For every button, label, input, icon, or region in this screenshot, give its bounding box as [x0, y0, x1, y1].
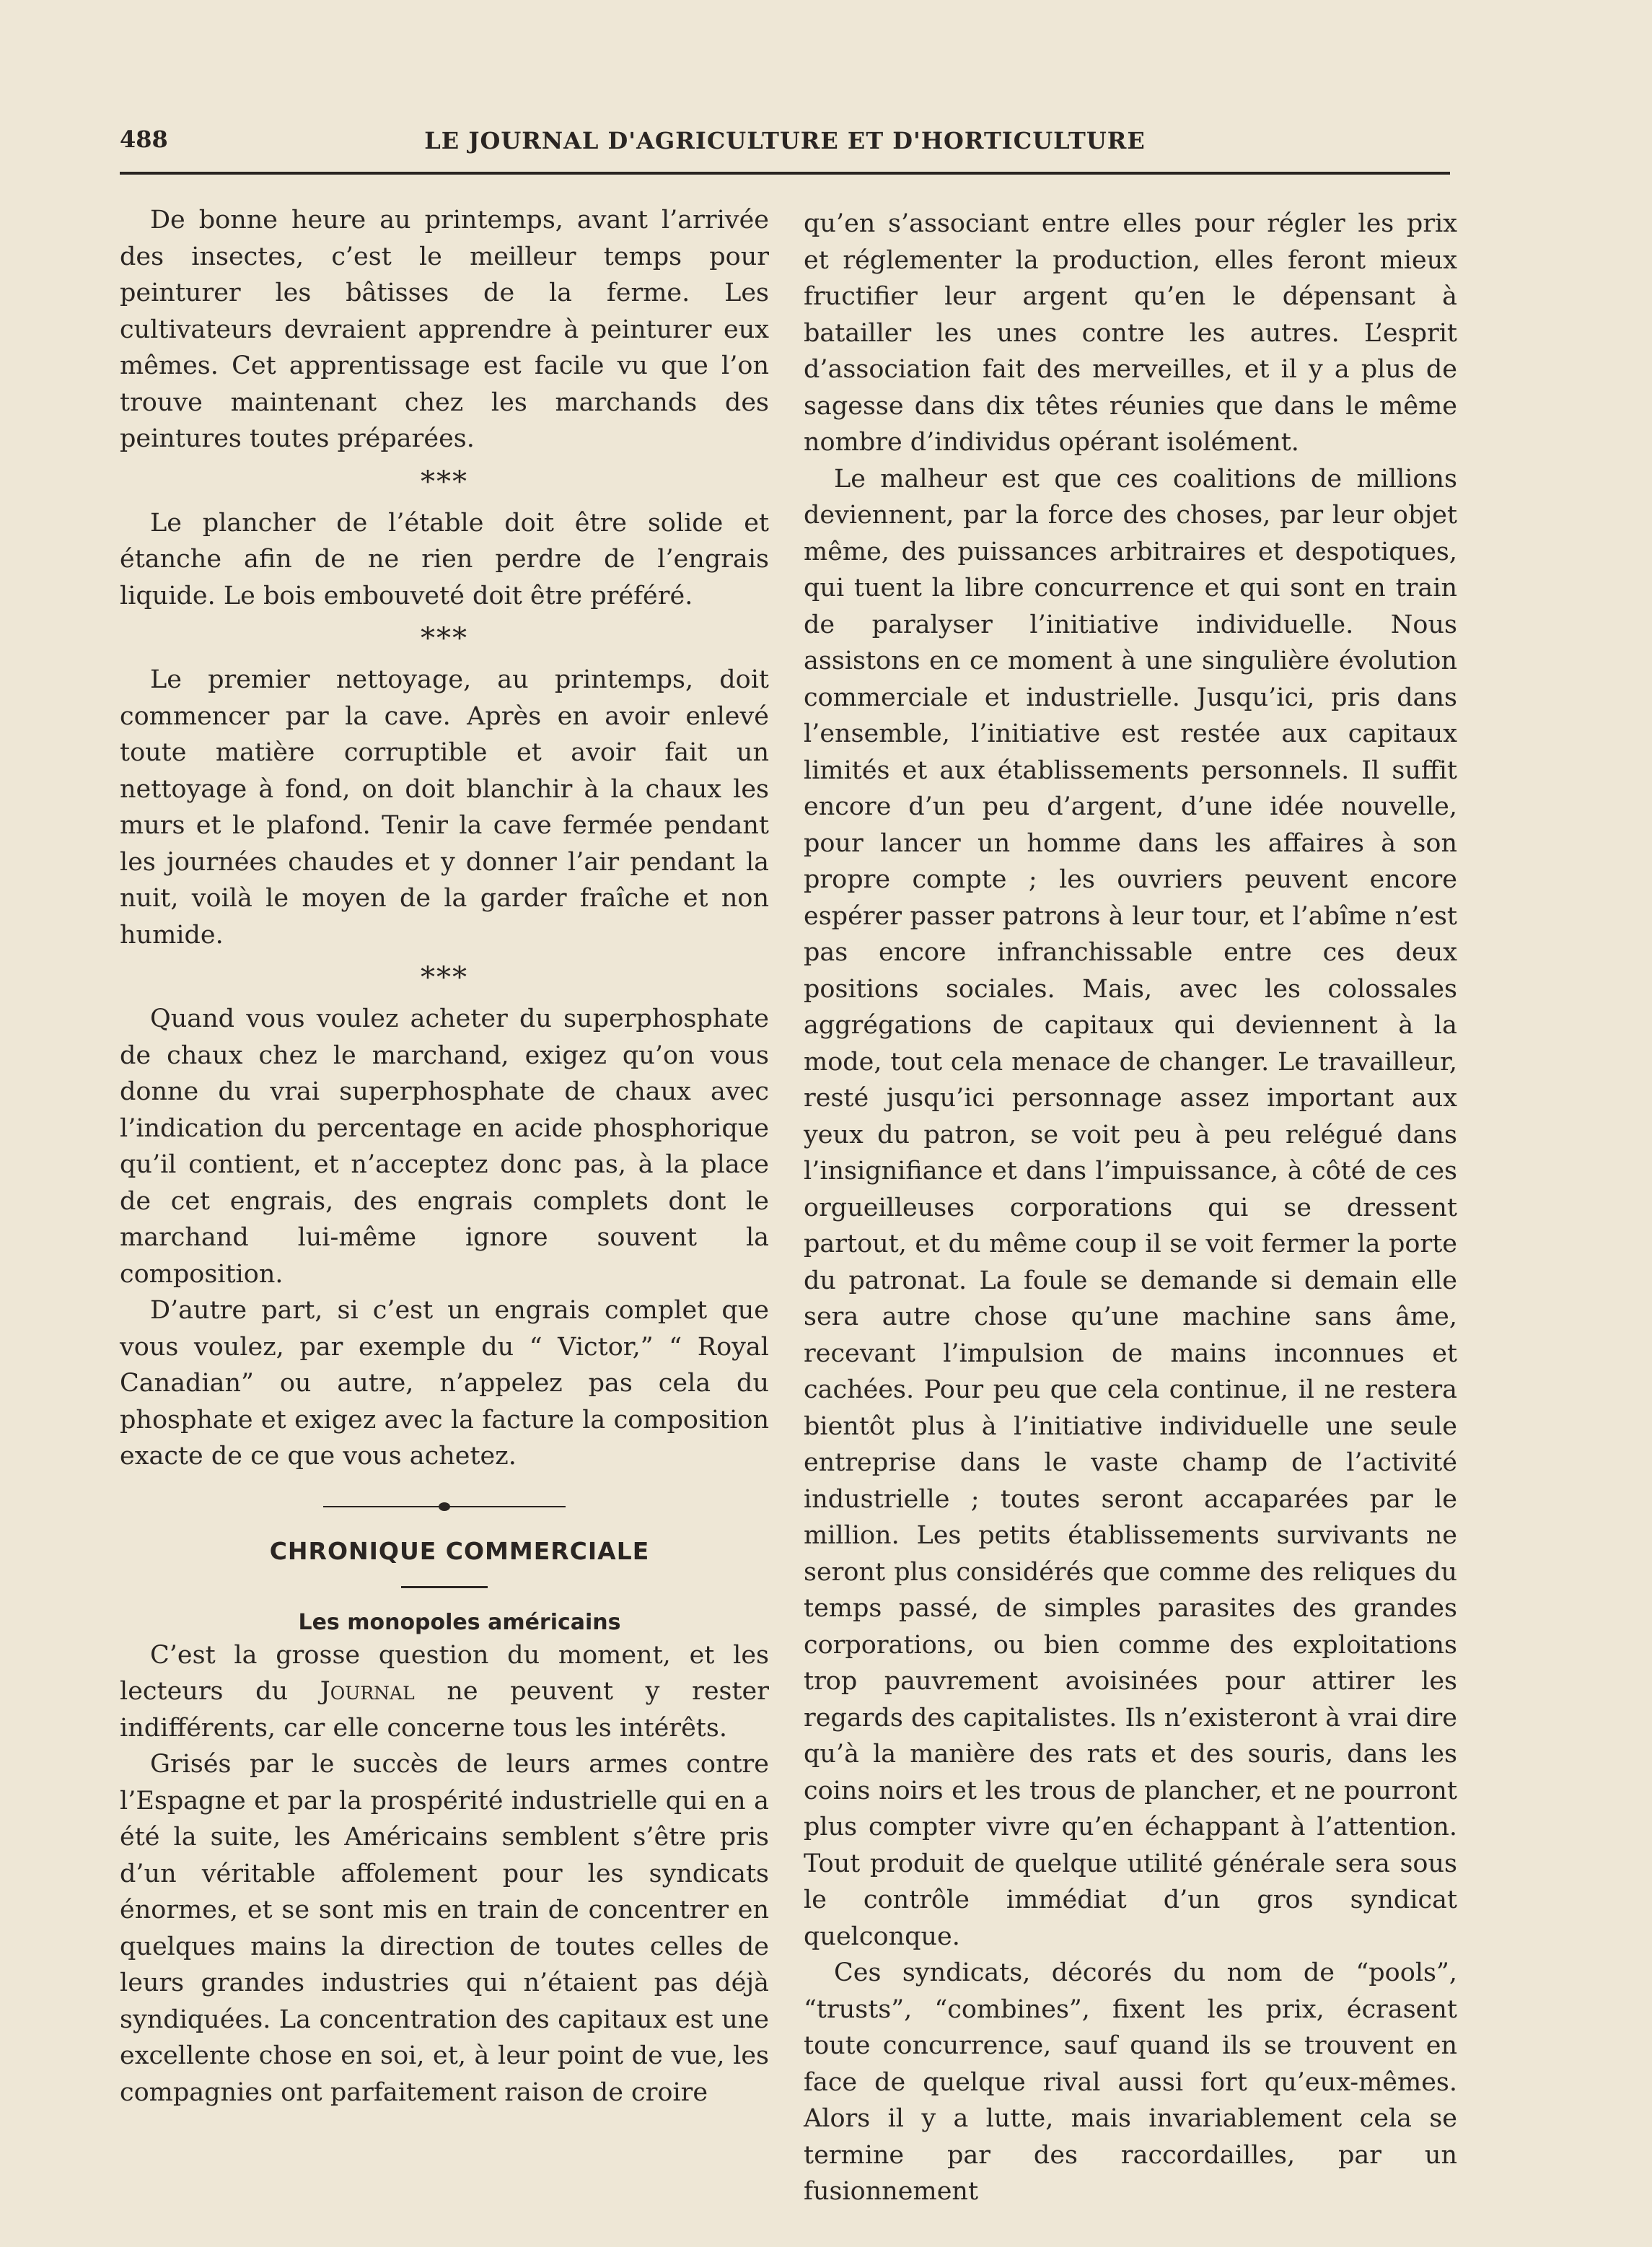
paragraph-complete-fertilizer: D’autre part, si c’est un engrais complet que vous voulez, par exemple du “ Victor,” “ Royal Canadian” ou autre, n’appelez pas cela du phosphate et exigez avec la facture la composition exacte de ce que vous achetez. [120, 1296, 769, 1471]
paragraph-cellar-cleaning: Le premier nettoyage, au printemps, doit commencer par la cave. Après en avoir enlevé toute matière corruptible et avoir fait un nettoyage à fond, on doit blanchir à la chaux les murs et le plafond. Tenir la cave fermée pendant les journées chaudes et y donner l’air pendant la nuit, voilà le moyen de la garder fraîche et non humide. [120, 665, 769, 950]
text-span: ne peuvent y rester indifférents, car elle concerne tous les intérêts. [120, 1677, 769, 1743]
section-ornament [323, 1499, 566, 1514]
left-column [120, 202, 769, 2111]
paragraph-syndicates: Ces syndicats, décorés du nom de “pools”, “trusts”, “combines”, fixent les prix, écrasent toute concurrence, sauf quand ils se trouvent en face de quelque rival aussi fort qu’eux-mêmes. Alors il y a lutte, mais invariablement cela se termine par des raccordailles, par un fusionnement [804, 1958, 1457, 2206]
paragraph-paint: De bonne heure au printemps, avant l’arrivée des insectes, c’est le meilleur temps pour peinturer les bâtisses de la ferme. Les cultivateurs devraient apprendre à peinturer eux mêmes. Cet apprentissage est facile vu que l’on trouve maintenant chez les marchands des peintures toutes préparées. [120, 206, 769, 453]
running-title: LE JOURNAL D'AGRICULTURE ET D'HORTICULTURE [424, 127, 1146, 154]
paragraph-superphosphate: Quand vous voulez acheter du superphosphate de chaux chez le marchand, exigez qu’on vous donne du vrai superphosphate de chaux avec l’indication du percentage en acide phosphorique qu’il contient, et n’acceptez donc pas, à la place de cet engrais, des engrais complets dont le marchand lui-même ignore souvent la composition. [120, 1004, 769, 1289]
paragraph-association: qu’en s’associant entre elles pour régler les prix et réglementer la production, elles feront mieux fructifier leur argent qu’en le dépensant à batailler les unes contre les autres. L’esprit d’association fait des merveilles, et il y a plus de sagesse dans dix têtes réunies que dans le même nombre d’individus opérant isolément. [804, 209, 1457, 457]
paragraph-americans: Grisés par le succès de leurs armes contre l’Espagne et par la prospérité industrielle qui en a été la suite, les Américains semblent s’être pris d’un véritable affolement pour les syndicats énormes, et se sont mis en train de concentrer en quelques mains la direction de toutes celles de leurs grandes industries qui n’étaient pas déjà syndiquées. La concentration des capitaux est une excellente chose en soi, et, à leur point de vue, les compagnies ont parfaitement raison de croire [120, 1750, 769, 2107]
journal-name: Journal [320, 1677, 415, 1706]
asterism-separator: *** [421, 465, 468, 499]
right-column [804, 206, 1457, 2210]
section-title: CHRONIQUE COMMERCIALE [269, 1536, 650, 1565]
page-header [120, 123, 1450, 163]
title-rule [401, 1586, 488, 1588]
asterism-separator: *** [421, 961, 468, 994]
paragraph-question [120, 1637, 769, 1747]
text-span: C’est la grosse question du moment, et les lecteurs du [120, 1640, 769, 1706]
page-number: 488 [120, 126, 168, 153]
article-subtitle: Les monopoles américains [298, 1609, 621, 1635]
paragraph-stable-floor: Le plancher de l’étable doit être solide et étanche afin de ne rien perdre de l’engrais liquide. Le bois embouveté doit être préféré. [120, 508, 769, 610]
asterism-separator: *** [421, 622, 468, 655]
header-rule [120, 172, 1450, 175]
paragraph-coalitions: Le malheur est que ces coalitions de millions deviennent, par la force des choses, par leur objet même, des puissances arbitraires et despotiques, qui tuent la libre concurrence et qui sont en train de paralyser l’initiative individuelle. Nous assistons en ce moment à une singulière évolution commerciale et industrielle. Jusqu’ici, pris dans l’ensemble, l’initiative est restée aux capitaux limités et aux établissements personnels. Il suffit encore d’un peu d’argent, d’une idée nouvelle, pour lancer un homme dans les affaires à son propre compte ; les ouvriers peuvent encore espérer passer patrons à leur tour, et l’abîme n’est pas encore infranchissable entre ces deux positions sociales. Mais, avec les colossales aggrégations de capitaux qui deviennent à la mode, tout cela menace de changer. Le travailleur, resté jusqu’ici personnage assez important aux yeux du patron, se voit peu à peu relégué dans l’insignifiance et dans l’impuissance, à côté de ces orgueilleuses corporations qui se dressent partout, et du même coup il se voit fermer la porte du patronat. La foule se demande si demain elle sera autre chose qu’une machine sans âme, recevant l’impulsion de mains inconnues et cachées. Pour peu que cela continue, il ne restera bientôt plus à l’initiative individuelle une seule entreprise dans le vaste champ de l’activité industrielle ; toutes seront accaparées par le million. Les petits établissements survivants ne seront plus considérés que comme des reliques du temps passé, de simples parasites des grandes corporations, ou bien comme des exploitations trop pauvrement avoisinées pour attirer les regards des capitalistes. Ils n’existeront à vrai dire qu’à la manière des rats et des souris, dans les coins noirs et les trous de plancher, et ne pourront plus compter vivre qu’en échappant à l’attention. Tout produit de quelque utilité générale sera sous le contrôle immédiat d’un gros syndicat quelconque. [804, 464, 1457, 1951]
